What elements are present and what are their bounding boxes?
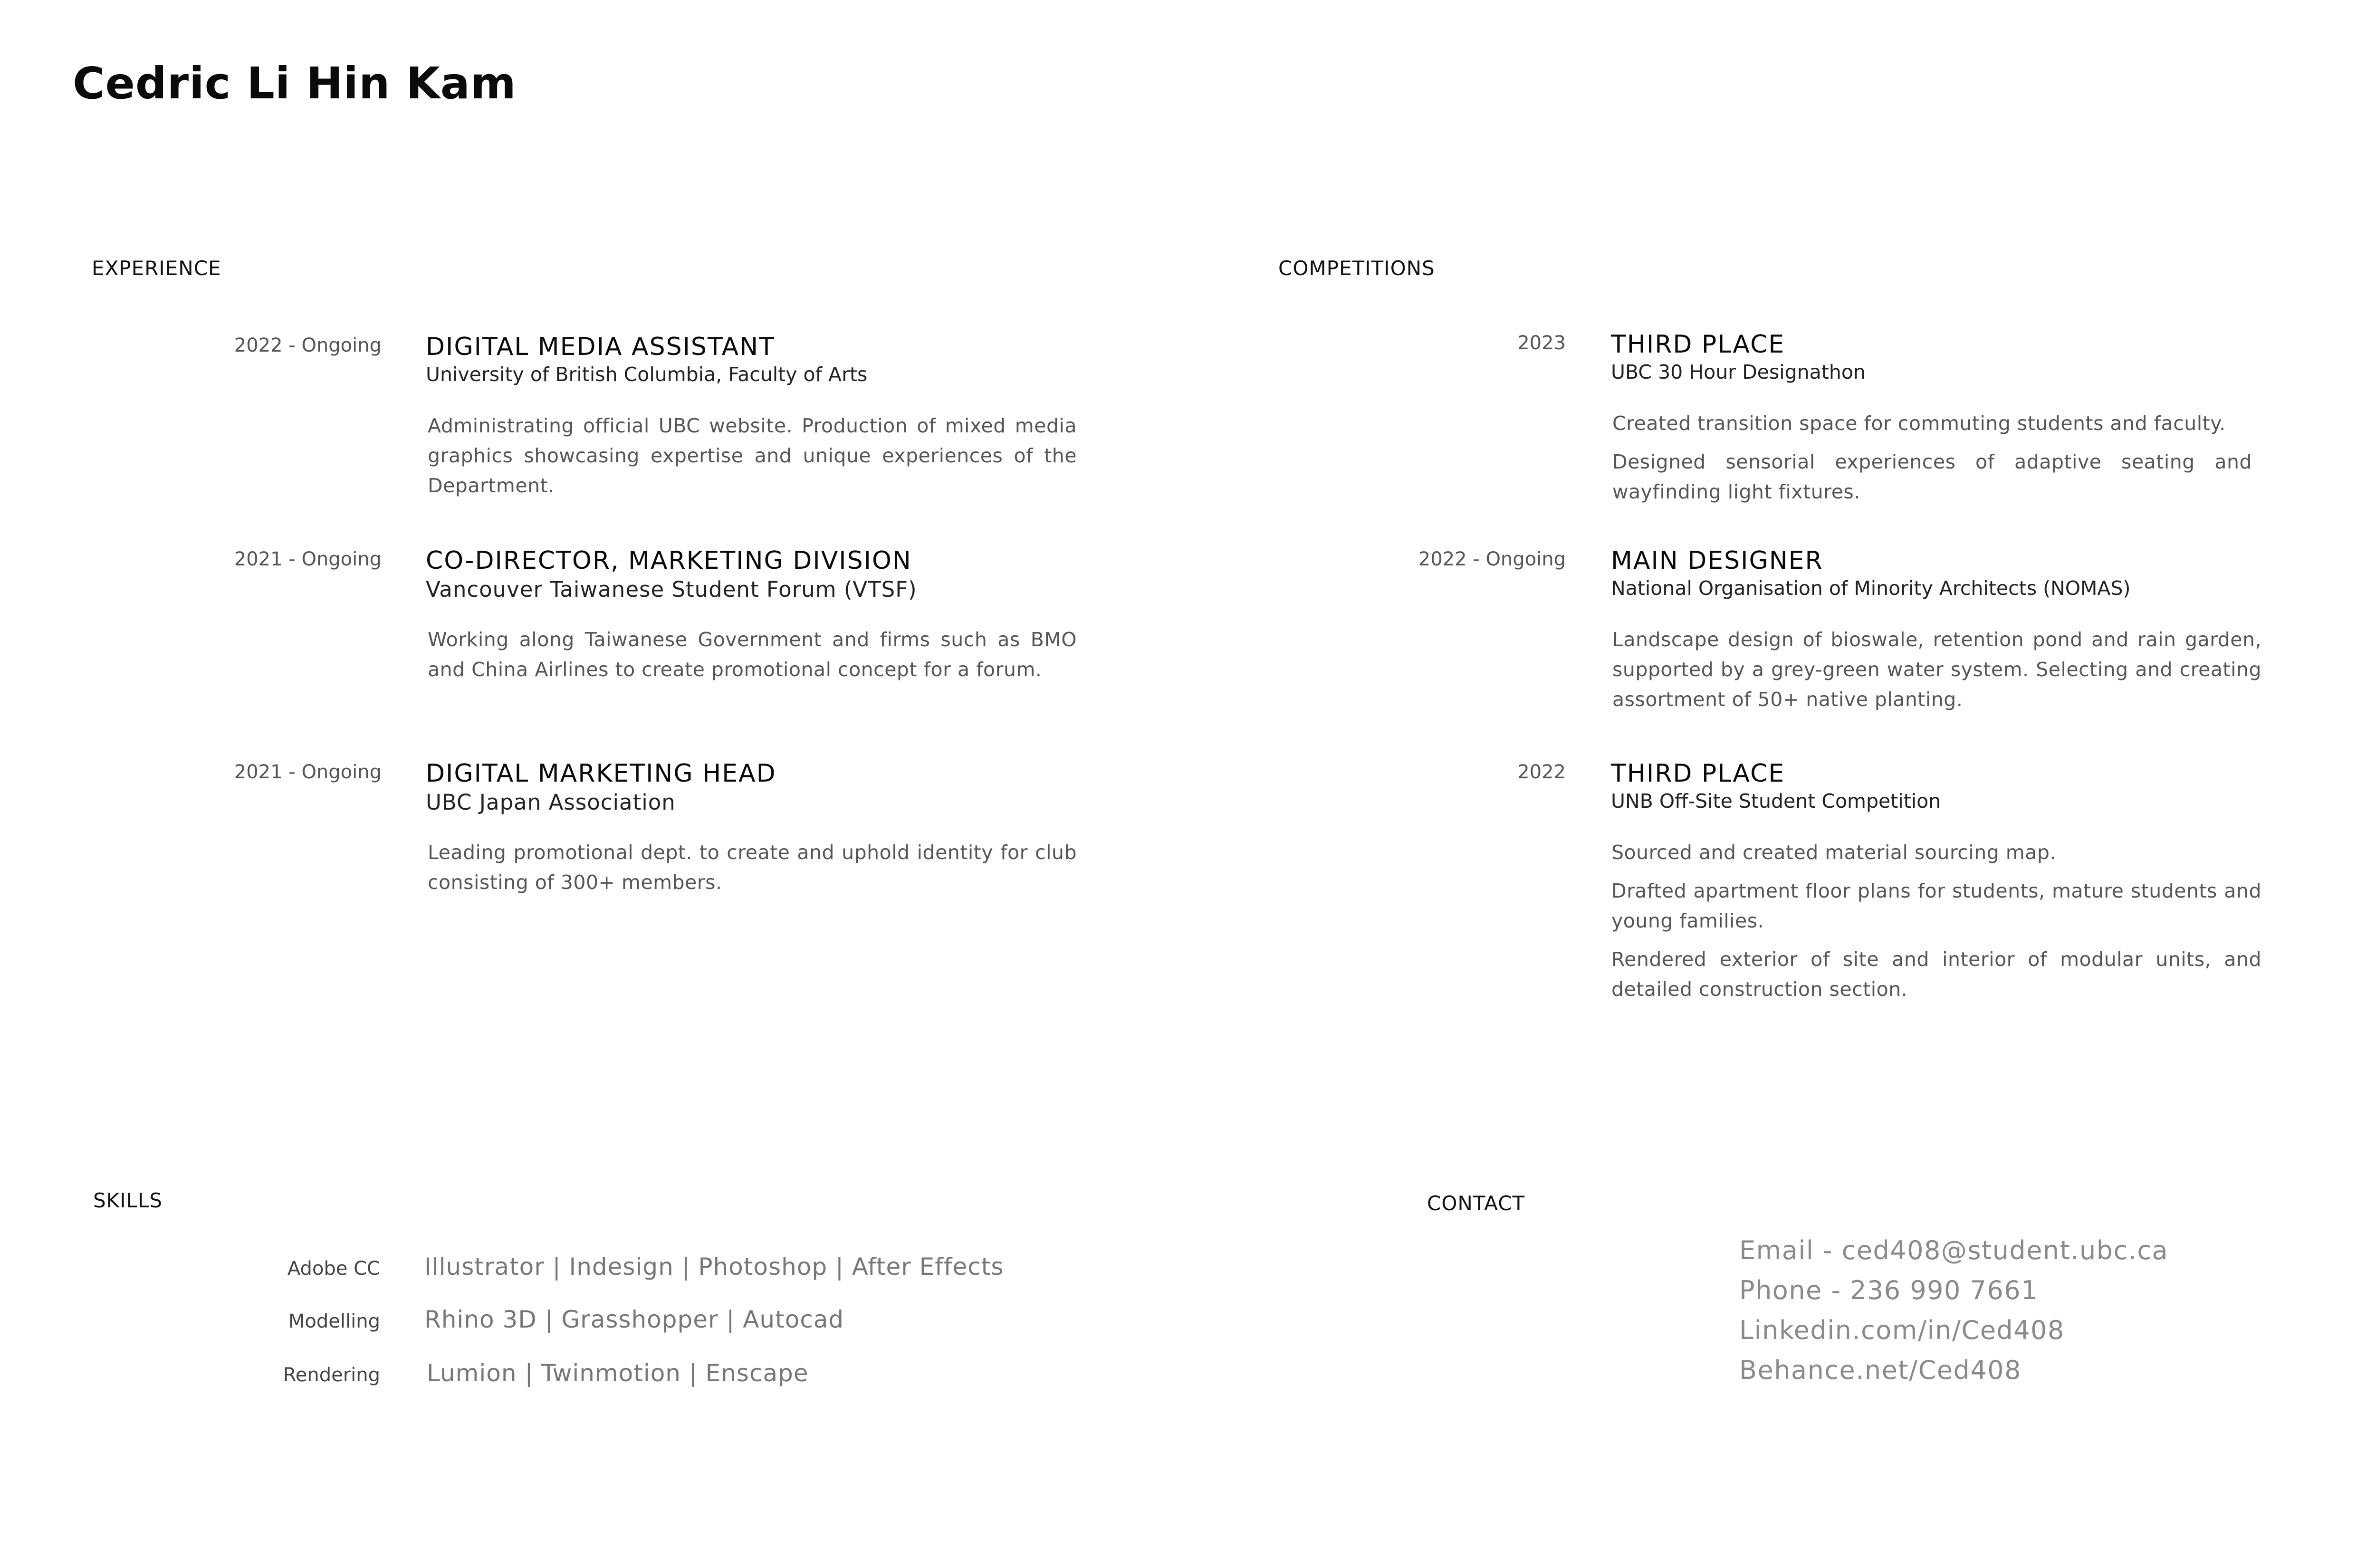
- entry-organization: National Organisation of Minority Architects (NOMAS): [1611, 577, 2131, 600]
- skills-heading: SKILLS: [93, 1189, 163, 1212]
- entry-description-line: Landscape design of bioswale, retention pond and rain garden, supported by a grey-green water system. Selecting and creating assortment of 50+ native planting.: [1612, 628, 2261, 711]
- entry-description: [428, 838, 1077, 898]
- entry-organization: UNB Off-Site Student Competition: [1611, 790, 1941, 813]
- entry-date: 2023: [1517, 332, 1566, 354]
- entry-description-line: Leading promotional dept. to create and uphold identity for club consisting of 300+ members.: [428, 841, 1077, 894]
- competitions-heading: COMPETITIONS: [1278, 257, 1435, 280]
- entry-description-line: Sourced and created material sourcing map.: [1611, 841, 2056, 864]
- entry-date: 2022: [1517, 761, 1566, 783]
- entry-date: 2021 - Ongoing: [234, 548, 382, 570]
- entry-description: [428, 625, 1077, 685]
- entry-organization: University of British Columbia, Faculty of Arts: [426, 363, 868, 386]
- contact-linkedin: Linkedin.com/in/Ced408: [1739, 1315, 2065, 1345]
- entry-description-line: Working along Taiwanese Government and firms such as BMO and China Airlines to create promotional concept for a forum.: [428, 628, 1077, 681]
- entry-role: MAIN DESIGNER: [1611, 546, 1823, 575]
- skill-tools: Illustrator | Indesign | Photoshop | After Effects: [424, 1253, 1004, 1281]
- entry-description-line: Administrating official UBC website. Production of mixed media graphics showcasing expertise and unique experiences of the Department.: [428, 414, 1077, 497]
- skill-tools: Rhino 3D | Grasshopper | Autocad: [424, 1306, 844, 1333]
- entry-date: 2022 - Ongoing: [1418, 548, 1566, 570]
- skill-tools: Lumion | Twinmotion | Enscape: [427, 1359, 809, 1387]
- contact-list: [1739, 1231, 2168, 1390]
- skill-category: Adobe CC: [287, 1258, 380, 1280]
- entry-role: DIGITAL MEDIA ASSISTANT: [426, 333, 775, 361]
- entry-description-line: Created transition space for commuting students and faculty.: [1612, 412, 2226, 435]
- entry-description-line: Rendered exterior of site and interior of modular units, and detailed construction section.: [1611, 948, 2261, 1001]
- contact-behance: Behance.net/Ced408: [1739, 1355, 2022, 1385]
- entry-role: DIGITAL MARKETING HEAD: [426, 759, 776, 788]
- entry-description-line: Drafted apartment floor plans for students, mature students and young families.: [1611, 880, 2261, 932]
- entry-date: 2021 - Ongoing: [234, 761, 382, 783]
- skill-category: Modelling: [288, 1310, 380, 1332]
- entry-role: CO-DIRECTOR, MARKETING DIVISION: [426, 546, 912, 575]
- entry-organization: UBC Japan Association: [426, 790, 676, 815]
- entry-description: [1612, 409, 2252, 507]
- entry-organization: UBC 30 Hour Designathon: [1611, 361, 1866, 383]
- entry-role: THIRD PLACE: [1611, 330, 1785, 359]
- entry-description: [1611, 838, 2261, 1004]
- entry-description: [428, 411, 1077, 501]
- entry-role: THIRD PLACE: [1611, 759, 1785, 788]
- contact-email: Email - ced408@student.ubc.ca: [1739, 1235, 2169, 1265]
- experience-heading: EXPERIENCE: [92, 257, 221, 280]
- skill-category: Rendering: [283, 1364, 380, 1386]
- entry-description-line: Designed sensorial experiences of adaptive seating and wayfinding light fixtures.: [1612, 450, 2252, 503]
- resume-name: Cedric Li Hin Kam: [73, 58, 517, 109]
- contact-phone: Phone - 236 990 7661: [1739, 1275, 2038, 1305]
- entry-description: [1612, 625, 2261, 715]
- entry-organization: Vancouver Taiwanese Student Forum (VTSF): [426, 577, 917, 602]
- entry-date: 2022 - Ongoing: [234, 335, 382, 356]
- contact-heading: CONTACT: [1427, 1192, 1525, 1215]
